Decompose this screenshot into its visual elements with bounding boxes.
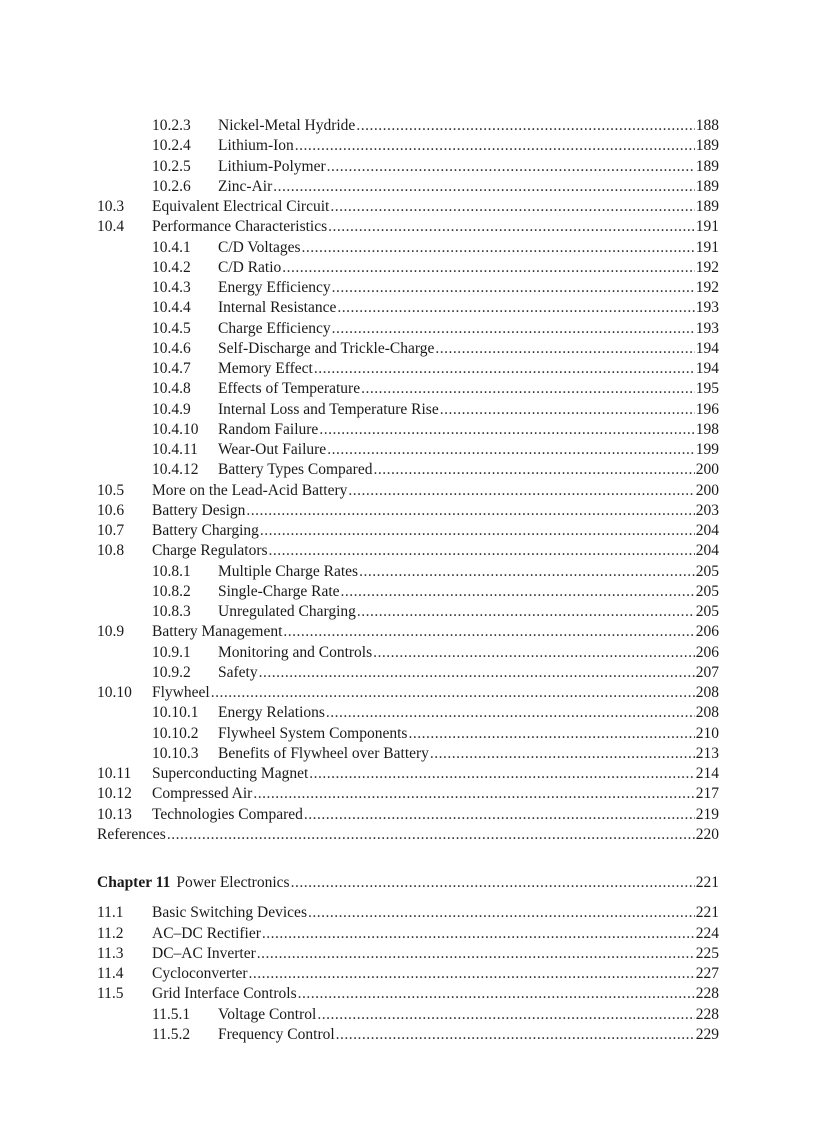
toc-entry[interactable]: [97, 400, 719, 420]
dot-leader: [336, 1025, 695, 1045]
dot-leader: [319, 420, 694, 440]
dot-leader: [260, 521, 695, 541]
dot-leader: [327, 157, 695, 177]
toc-entry-number: 10.4.7: [152, 360, 191, 377]
toc-entry-number: 10.4.11: [152, 441, 198, 458]
toc-entry-leader-line: [152, 217, 719, 237]
toc-entry-page: 220: [695, 825, 719, 843]
toc-entry-title: Flywheel: [152, 684, 210, 701]
toc-entry-leader-line: [152, 984, 719, 1004]
toc-entry-page: 205: [695, 562, 719, 580]
toc-entry[interactable]: [97, 298, 719, 318]
toc-entry-leader-line: [97, 825, 719, 845]
toc-entry-leader-line: [218, 1005, 719, 1025]
dot-leader: [295, 136, 695, 156]
dot-leader: [291, 873, 695, 893]
chapter-title: Power Electronics: [176, 874, 290, 891]
toc-entry[interactable]: [97, 136, 719, 156]
dot-leader: [348, 481, 694, 501]
dot-leader: [246, 501, 694, 521]
toc-entry-number: 10.2.3: [152, 117, 191, 134]
toc-entry-page: 203: [695, 501, 719, 519]
toc-entry[interactable]: [97, 319, 719, 339]
toc-entry-number: 10.4.5: [152, 319, 191, 337]
toc-entry[interactable]: [97, 440, 719, 460]
toc-entry-page: 189: [695, 137, 719, 155]
dot-leader: [332, 319, 695, 339]
toc-entry-title: Cycloconverter: [152, 965, 248, 982]
toc-entry-leader-line: [152, 683, 719, 703]
toc-entry-leader-line: [152, 501, 719, 521]
dot-leader: [304, 805, 695, 825]
toc-entry-title: Energy Efficiency: [218, 279, 331, 296]
toc-entry-number: 10.4.10: [152, 420, 199, 438]
toc-entry-number: 10.4.3: [152, 279, 191, 296]
dot-leader: [167, 825, 695, 845]
toc-entry-leader-line: [152, 784, 719, 804]
toc-entry-number: 10.8.2: [152, 582, 191, 600]
toc-entry-page: 195: [695, 380, 719, 398]
toc-entry-number: 10.2.4: [152, 137, 191, 155]
toc-entry[interactable]: [97, 744, 719, 764]
toc-entry-title: C/D Voltages: [218, 238, 301, 256]
toc-entry-page: 213: [695, 744, 719, 762]
toc-entry-title: Benefits of Flywheel over Battery: [218, 744, 429, 762]
dot-leader: [253, 784, 694, 804]
toc-entry-number: 10.10: [97, 684, 132, 701]
toc-entry-page: 198: [695, 420, 719, 438]
toc-entry-number: 11.1: [97, 904, 124, 922]
toc-entry-page: 196: [695, 400, 719, 418]
toc-entry-title: Battery Design: [152, 501, 246, 519]
toc-entry[interactable]: [97, 1005, 719, 1025]
toc-entry[interactable]: [97, 521, 719, 541]
toc-entry-title: DC–AC Inverter: [152, 944, 256, 962]
toc-entry-leader-line: [218, 460, 719, 480]
toc-entry-page: 191: [695, 238, 719, 256]
toc-entry-leader-line: [218, 663, 719, 683]
toc-entry-number: 10.4.2: [152, 258, 191, 276]
toc-entry-page: 210: [695, 724, 719, 742]
dot-leader: [283, 622, 694, 642]
toc-entry-number: 10.2.5: [152, 157, 191, 175]
toc-entry-title: Flywheel System Components: [218, 724, 408, 742]
toc-entry-page: 205: [695, 603, 719, 620]
toc-entry-leader-line: [218, 258, 719, 278]
toc-entry[interactable]: [97, 339, 719, 359]
toc-entry-page: 228: [695, 985, 719, 1003]
toc-entry-number: 10.4.8: [152, 380, 191, 398]
toc-entry-page: 189: [695, 157, 719, 175]
dot-leader: [359, 562, 695, 582]
toc-entry-leader-line: [218, 319, 719, 339]
dot-leader: [326, 703, 695, 723]
toc-entry[interactable]: [97, 379, 719, 399]
toc-entry-title: Unregulated Charging: [218, 603, 356, 620]
toc-entry-title: AC–DC Rectifier: [152, 924, 261, 942]
toc-entry-page: 227: [695, 965, 719, 982]
toc-entry[interactable]: [97, 541, 719, 561]
toc-entry-number: 10.12: [97, 785, 132, 803]
toc-entry-number: 11.5: [97, 985, 124, 1003]
toc-entry[interactable]: [97, 764, 719, 784]
toc-entry-number: 10.10.3: [152, 744, 199, 762]
toc-entry-leader-line: [218, 1025, 719, 1045]
toc-entry-number: 10.2.6: [152, 177, 191, 195]
toc-entry-leader-line: [218, 379, 719, 399]
toc-entry-title: References: [97, 825, 166, 843]
dot-leader: [332, 278, 695, 298]
toc-entry-page: 206: [695, 623, 719, 641]
toc-entry[interactable]: [97, 562, 719, 582]
toc-entry-title: Grid Interface Controls: [152, 985, 297, 1003]
dot-leader: [298, 984, 695, 1004]
toc-entry-page: 189: [695, 198, 719, 215]
toc-entry-leader-line: [152, 964, 719, 984]
dot-leader: [314, 359, 695, 379]
toc-entry[interactable]: [97, 278, 719, 298]
toc-entry-title: C/D Ratio: [218, 258, 282, 276]
toc-entry-title: Charge Regulators: [152, 542, 268, 560]
toc-entry[interactable]: [97, 622, 719, 642]
toc-entry[interactable]: [97, 663, 719, 683]
dot-leader: [259, 663, 695, 683]
toc-entry-title: More on the Lead-Acid Battery: [152, 481, 348, 499]
toc-entry-leader-line: [218, 238, 719, 258]
toc-entry-number: 10.4.1: [152, 238, 191, 256]
toc-entry-title: Battery Charging: [152, 522, 259, 539]
dot-leader: [317, 1005, 694, 1025]
toc-entry-leader-line: [218, 582, 719, 602]
toc-entry-title: Energy Relations: [218, 704, 325, 722]
toc-entry-number: 10.9.1: [152, 643, 191, 661]
toc-entry[interactable]: [97, 1025, 719, 1045]
toc-entry-title: Wear-Out Failure: [218, 441, 327, 458]
toc-entry-title: Self-Discharge and Trickle-Charge: [218, 339, 435, 357]
toc-entry[interactable]: [97, 501, 719, 521]
toc-entry-title: Memory Effect: [218, 360, 313, 377]
toc-entry-title: Technologies Compared: [152, 805, 303, 823]
toc-entry-title: Charge Efficiency: [218, 319, 331, 337]
toc-entry-page: 224: [695, 924, 719, 942]
toc-entry-page: 221: [695, 904, 719, 922]
toc-entry[interactable]: [97, 944, 719, 964]
toc-entry-leader-line: [152, 622, 719, 642]
dot-leader: [269, 541, 695, 561]
toc-entry[interactable]: [97, 157, 719, 177]
toc-entry-leader-line: [218, 298, 719, 318]
toc-entry[interactable]: [97, 582, 719, 602]
dot-leader: [327, 440, 695, 460]
toc-entry[interactable]: [97, 964, 719, 984]
toc-entry-leader-line: [152, 944, 719, 964]
toc-entry-number: 10.3: [97, 198, 125, 215]
toc-entry-page: 214: [695, 765, 719, 782]
toc-entry-number: 10.8.1: [152, 562, 191, 580]
toc-entry-page: 191: [695, 218, 719, 236]
toc-entry-number: 10.9: [97, 623, 125, 641]
toc-entry-page: 204: [695, 542, 719, 560]
toc-entry-page: 225: [695, 944, 719, 962]
toc-entry-title: Effects of Temperature: [218, 380, 361, 398]
toc-entry-title: Frequency Control: [218, 1025, 335, 1043]
dot-leader: [249, 964, 695, 984]
toc-entry[interactable]: [97, 177, 719, 197]
dot-leader: [408, 724, 694, 744]
toc-chapter-heading[interactable]: [97, 873, 719, 893]
dot-leader: [341, 582, 695, 602]
toc-entry-leader-line: [218, 136, 719, 156]
dot-leader: [309, 764, 694, 784]
dot-leader: [302, 238, 695, 258]
dot-leader: [373, 643, 695, 663]
toc-entry-page: 217: [695, 785, 719, 803]
toc-entry-number: 10.8: [97, 542, 125, 560]
toc-entry-number: 10.4.6: [152, 339, 191, 357]
toc-entry-leader-line: [218, 339, 719, 359]
toc-entry-leader-line: [218, 278, 719, 298]
toc-entry-leader-line: [218, 116, 719, 136]
dot-leader: [328, 217, 695, 237]
dot-leader: [273, 177, 695, 197]
toc-entry[interactable]: [97, 903, 719, 923]
toc-entry-title: Superconducting Magnet: [152, 765, 309, 782]
toc-entry[interactable]: [97, 683, 719, 703]
toc-entry[interactable]: [97, 724, 719, 744]
toc-entry-page: 194: [695, 360, 719, 377]
toc-entry[interactable]: [97, 258, 719, 278]
toc-entry-title: Voltage Control: [218, 1005, 317, 1023]
toc-entry-page: 199: [695, 441, 719, 458]
toc-entry[interactable]: [97, 460, 719, 480]
toc-entry-page: 205: [695, 582, 719, 600]
toc-entry[interactable]: [97, 420, 719, 440]
toc-entry-title: Battery Management: [152, 623, 283, 641]
toc-entry-number: 10.4.9: [152, 400, 191, 418]
toc-entry-leader-line: [152, 521, 719, 541]
toc-entry-number: 10.6: [97, 501, 125, 519]
toc-entry[interactable]: [97, 643, 719, 663]
toc-entry-leader-line: [152, 197, 719, 217]
toc-entry-leader-line: [218, 562, 719, 582]
toc-entry-page: 193: [695, 299, 719, 317]
dot-leader: [211, 683, 695, 703]
toc-entry-title: Battery Types Compared: [218, 461, 373, 479]
toc-entry[interactable]: [97, 703, 719, 723]
toc-entry[interactable]: [97, 825, 719, 845]
toc-entry[interactable]: [97, 784, 719, 804]
toc-entry-title: Compressed Air: [152, 785, 253, 803]
dot-leader: [440, 400, 695, 420]
dot-leader: [282, 258, 694, 278]
toc-entry[interactable]: [97, 238, 719, 258]
toc-entry-leader-line: [218, 703, 719, 723]
chapter-label: Chapter 11: [97, 874, 171, 891]
toc-entry-page: 194: [695, 339, 719, 357]
toc-entry-title: Monitoring and Controls: [218, 643, 373, 661]
toc-entry-leader-line: [152, 903, 719, 923]
toc-entry-number: 11.5.2: [152, 1025, 191, 1043]
toc-entry-page: 207: [695, 663, 719, 681]
toc-entry[interactable]: [97, 602, 719, 622]
dot-leader: [361, 379, 695, 399]
toc-entry-title: Basic Switching Devices: [152, 904, 307, 922]
toc-entry-number: 11.3: [97, 944, 124, 962]
toc-entry-number: 10.10.1: [152, 704, 199, 722]
toc-entry-leader-line: [218, 440, 719, 460]
toc-entry[interactable]: [97, 984, 719, 1004]
toc-entry-leader-line: [152, 764, 719, 784]
toc-entry-page: 200: [695, 481, 719, 499]
toc-entry-title: Zinc-Air: [218, 177, 273, 195]
toc-entry-leader-line: [218, 157, 719, 177]
dot-leader: [373, 460, 694, 480]
toc-entry-leader-line: [218, 400, 719, 420]
toc-entry-title: Internal Resistance: [218, 299, 337, 317]
toc-entry[interactable]: [97, 924, 719, 944]
toc-entry-page: 192: [695, 279, 719, 296]
toc-entry-leader-line: [218, 359, 719, 379]
toc-entry[interactable]: [97, 197, 719, 217]
toc-entry-title: Lithium-Ion: [218, 137, 294, 155]
toc-entry-number: 11.4: [97, 965, 124, 982]
toc-entry[interactable]: [97, 481, 719, 501]
toc-entry[interactable]: [97, 116, 719, 136]
toc-entry-title: [97, 873, 290, 893]
toc-entry-leader-line: [218, 177, 719, 197]
toc-entry-title: Performance Characteristics: [152, 218, 328, 236]
toc-entry-number: 10.5: [97, 481, 125, 499]
toc-entry-page: 204: [695, 522, 719, 539]
toc-entry[interactable]: [97, 217, 719, 237]
dot-leader: [330, 197, 694, 217]
toc-entry-leader-line: [218, 724, 719, 744]
toc-entry-leader-line: [152, 541, 719, 561]
toc-entry-leader-line: [218, 420, 719, 440]
toc-entry-number: 10.13: [97, 805, 132, 823]
dot-leader: [262, 924, 695, 944]
table-of-contents: [97, 116, 719, 1045]
toc-entry-title: Internal Loss and Temperature Rise: [218, 400, 439, 418]
toc-entry-title: Random Failure: [218, 420, 319, 438]
toc-entry-number: 10.4.4: [152, 299, 191, 317]
toc-entry-leader-line: [152, 924, 719, 944]
toc-entry-leader-line: [152, 805, 719, 825]
dot-leader: [430, 744, 695, 764]
toc-entry-title: Safety: [218, 663, 258, 681]
dot-leader: [435, 339, 694, 359]
dot-leader: [308, 903, 695, 923]
toc-entry-page: 208: [695, 684, 719, 701]
toc-entry-number: 10.4.12: [152, 461, 199, 479]
toc-entry-leader-line: [218, 744, 719, 764]
toc-entry-page: 188: [695, 117, 719, 134]
toc-entry-number: 10.9.2: [152, 663, 191, 681]
toc-entry-page: 221: [695, 874, 719, 891]
toc-entry-title: Multiple Charge Rates: [218, 562, 359, 580]
toc-entry-page: 208: [695, 704, 719, 722]
toc-entry-page: 206: [695, 643, 719, 661]
toc-entry-page: 219: [695, 805, 719, 823]
toc-entry-page: 200: [695, 461, 719, 479]
toc-entry-number: 10.10.2: [152, 724, 199, 742]
dot-leader: [337, 298, 694, 318]
toc-entry-number: 10.7: [97, 522, 125, 539]
toc-entry-number: 10.11: [97, 765, 132, 782]
toc-entry[interactable]: [97, 359, 719, 379]
toc-entry-number: 11.2: [97, 924, 124, 942]
toc-entry[interactable]: [97, 805, 719, 825]
toc-entry-page: 192: [695, 258, 719, 276]
toc-entry-leader-line: [218, 602, 719, 622]
toc-entry-page: 228: [695, 1005, 719, 1023]
toc-entry-number: 10.4: [97, 218, 125, 236]
toc-entry-title: Single-Charge Rate: [218, 582, 340, 600]
toc-entry-leader-line: [152, 481, 719, 501]
toc-entry-number: 10.8.3: [152, 603, 191, 620]
dot-leader: [357, 602, 695, 622]
toc-entry-title: Equivalent Electrical Circuit: [152, 198, 330, 215]
dot-leader: [257, 944, 695, 964]
toc-entry-leader-line: [97, 873, 719, 893]
toc-entry-leader-line: [218, 643, 719, 663]
toc-entry-page: 189: [695, 177, 719, 195]
dot-leader: [356, 116, 694, 136]
toc-entry-page: 229: [695, 1025, 719, 1043]
toc-entry-page: 193: [695, 319, 719, 337]
toc-entry-title: Nickel-Metal Hydride: [218, 117, 356, 134]
toc-entry-number: 11.5.1: [152, 1005, 191, 1023]
toc-entry-title: Lithium-Polymer: [218, 157, 326, 175]
